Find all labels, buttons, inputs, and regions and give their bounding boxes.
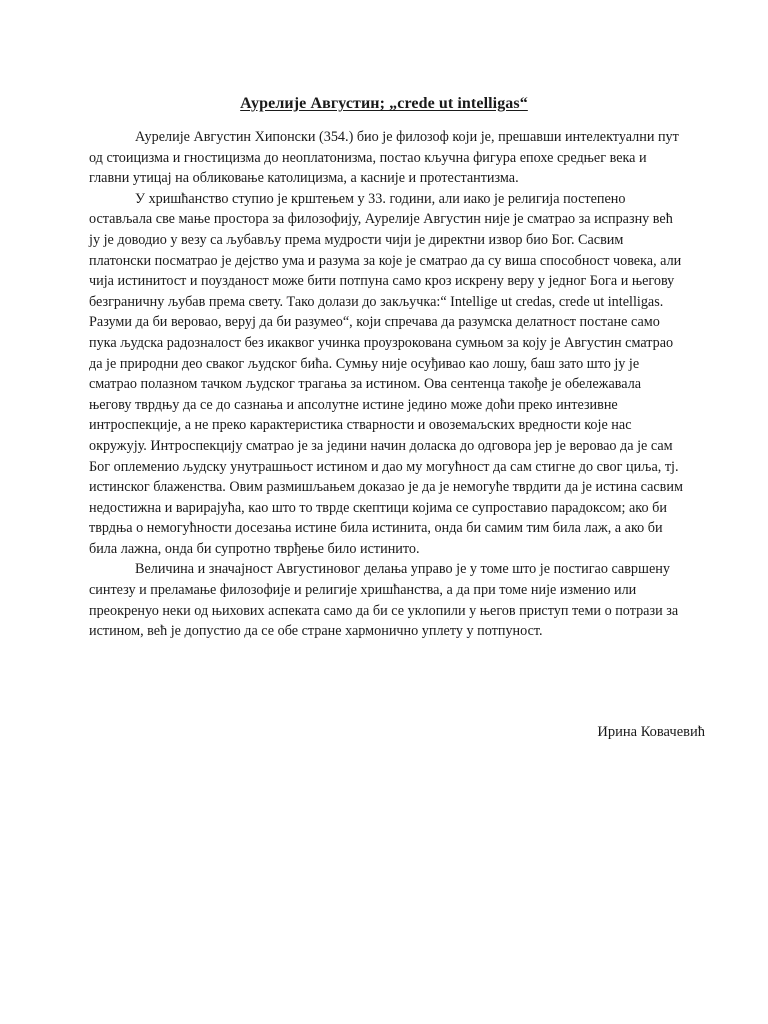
paragraph: Аурелије Августин Хипонски (354.) био је филозоф који је, прешавши интелектуални пут од стоицизма и гностицизма до неоплатонизма, постао кључна фигура епохе средњег века и главни утицај на обликовање католицизма, а касније и протестантизма.: [89, 129, 679, 187]
paragraph: Величина и значајност Августиновог делања управо је у томе што је постигао савршену синтезу и преламање филозофије и религије хришћанства, а да при томе није изменио или преокренуо неки од њихових аспеката само да би се уклопили у његов приступ теми о потрази за истином, већ је допустио да се обе стране хармонично уплету у потпуност.: [89, 561, 679, 640]
document-body: [89, 127, 687, 642]
author-signature: Ирина Ковачевић: [597, 724, 705, 740]
paragraph: У хришћанство ступио је крштењем у 33. години, али иако је религија постепено остављала све мање простора за филозофију, Аурелије Августин није је сматрао за испразну већ ју је доводио у везу са љубављу према мудрости чији је директни извор био Бог. Сасвим платонски посматрао је дејство ума и разума за које је сматрао да су виша способност човека, али чија истинитост и поузданост може бити потпуна само кроз искрену веру у једног Бога и његову безграничну љубав према свету. Тако долази до закључка:“ Intellige ut credas, crede ut intelligas. Разуми да би веровао, веруј да би разумео“, који спречава да разумска делатност постане само пука људска радозналост без икаквог учинка проузрокована сумњом за коју је Августин сматрао да је природни део сваког људског бића. Сумњу није осуђивао као лошу, баш зато што ју је сматрао полазном тачком људског трагања за истином. Ова сентенца такође је обележавала његову тврдњу да се до сазнања и апсолутне истине једино може доћи преко интезивне интроспекције, а не преко карактеристика стварности и овоземаљских вредности које нас окружују. Интроспекцију сматрао је за једини начин доласка до одговора јер је веровао да је сам Бог оплеменио људску унутрашњост истином и дао му могућност да сам стигне до свог циља, тј. истинског блаженства. Овим размишљањем доказао је да је немогуће тврдити да је истина сасвим недостижна и варирајућа, као што то тврде скептици којима се супроставио парадоксом; ако би тврдња о немогућности досезања истине била истинита, онда би самим тим била лаж, а ако би била лажна, онда би супротно тврђење било истинито.: [89, 190, 683, 557]
document-title: Аурелије Августин; „crede ut intelligas“: [240, 95, 528, 112]
